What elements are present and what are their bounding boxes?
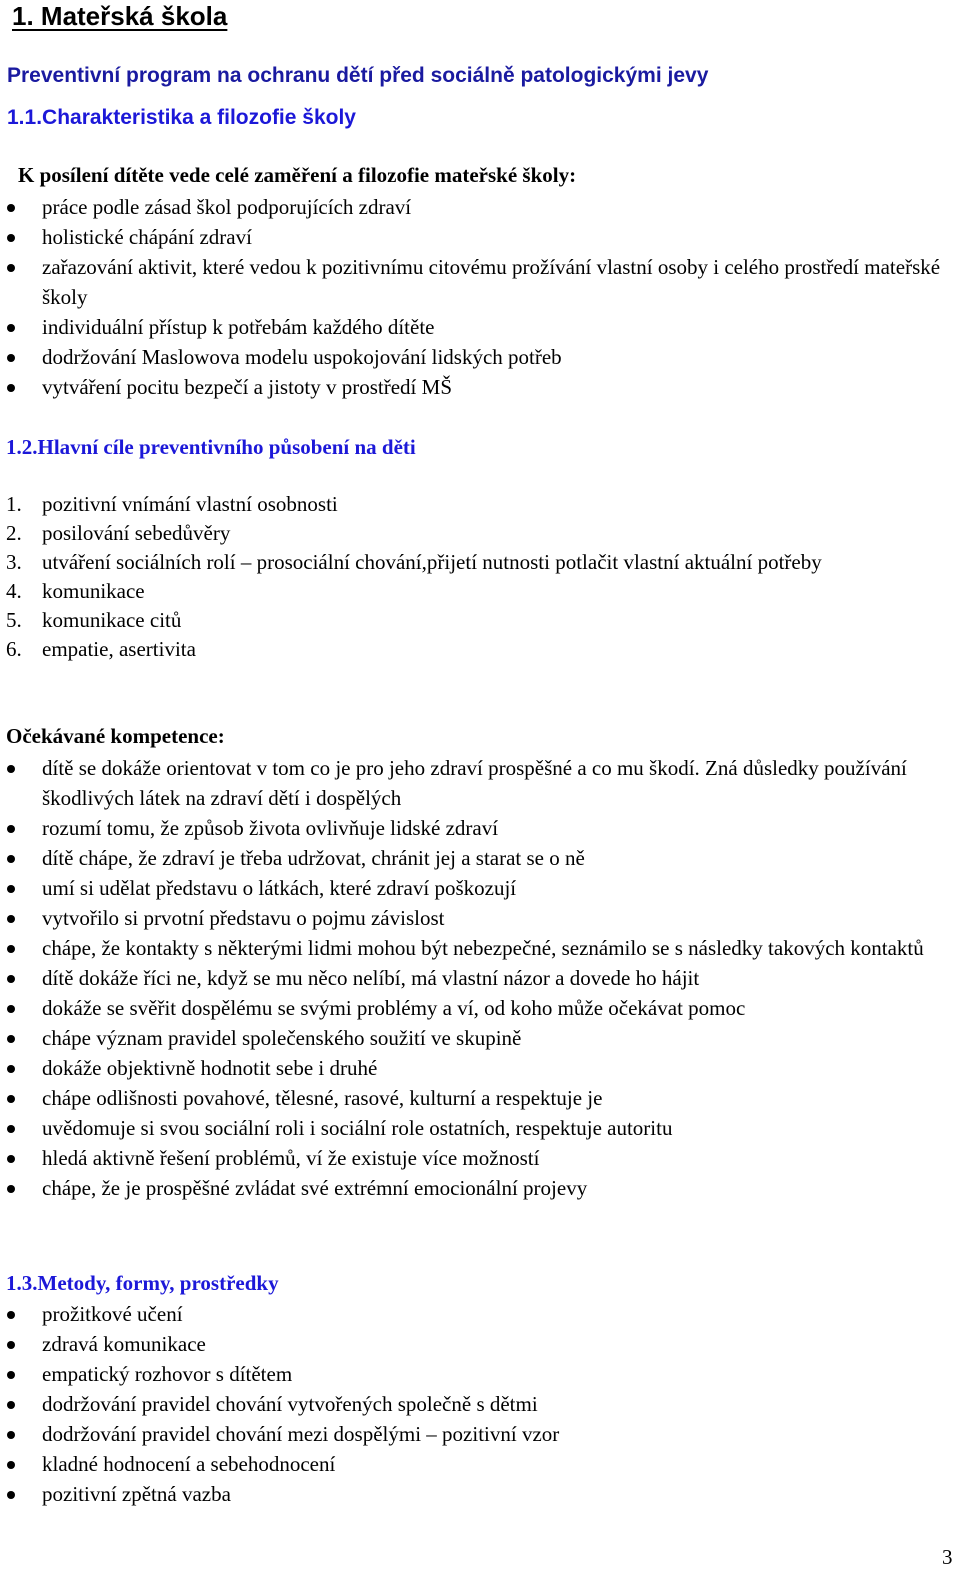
- bullet-icon: [7, 1125, 15, 1133]
- bullet-icon: [7, 204, 15, 212]
- bullet-icon: [7, 1491, 15, 1499]
- bullet-icon: [7, 1005, 15, 1013]
- item-number: 3.: [6, 550, 22, 574]
- list-item: hledá aktivně řešení problémů, ví že existuje více možností: [0, 1143, 942, 1173]
- bullet-icon: [7, 1035, 15, 1043]
- list-item: dodržování pravidel chování mezi dospělými – pozitivní vzor: [0, 1419, 942, 1449]
- list-item: 1. pozitivní vnímání vlastní osobnosti: [0, 490, 942, 519]
- list-item: dítě chápe, že zdraví je třeba udržovat, chránit jej a starat se o ně: [0, 843, 942, 873]
- list-item: holistické chápání zdraví: [0, 222, 942, 252]
- bullet-icon: [7, 855, 15, 863]
- bullet-icon: [7, 825, 15, 833]
- item-number: 5.: [6, 608, 22, 632]
- list-item: chápe odlišnosti povahové, tělesné, rasové, kulturní a respektuje je: [0, 1083, 942, 1113]
- bullet-icon: [7, 1311, 15, 1319]
- list-item: vytvořilo si prvotní představu o pojmu závislost: [0, 903, 942, 933]
- section-1-2-title: 1.2.Hlavní cíle preventivního působení na děti: [6, 435, 416, 459]
- list-item: 3. utváření sociálních rolí – prosociální chování,přijetí nutnosti potlačit vlastní aktuální potřeby: [0, 548, 942, 577]
- list-item: dodržování Maslowova modelu uspokojování lidských potřeb: [0, 342, 942, 372]
- bullet-icon: [7, 945, 15, 953]
- bullet-icon: [7, 234, 15, 242]
- bullet-icon: [7, 975, 15, 983]
- competences-title: Očekávané kompetence:: [6, 724, 225, 748]
- list-item: umí si udělat představu o látkách, které zdraví poškozují: [0, 873, 942, 903]
- section-1-1-intro: K posílení dítěte vede celé zaměření a filozofie mateřské školy:: [18, 163, 577, 187]
- bullet-icon: [7, 885, 15, 893]
- list-item: uvědomuje si svou sociální roli i sociální role ostatních, respektuje autoritu: [0, 1113, 942, 1143]
- item-number: 6.: [6, 637, 22, 661]
- competences-list: [0, 753, 942, 1203]
- list-item: zdravá komunikace: [0, 1329, 942, 1359]
- methods-list: [0, 1299, 942, 1509]
- list-item: chápe význam pravidel společenského soužití ve skupině: [0, 1023, 942, 1053]
- section-1-1-title: 1.1.Charakteristika a filozofie školy: [7, 106, 356, 129]
- list-item: empatický rozhovor s dítětem: [0, 1359, 942, 1389]
- list-item: práce podle zásad škol podporujících zdraví: [0, 192, 942, 222]
- list-item: chápe, že je prospěšné zvládat své extrémní emocionální projevy: [0, 1173, 942, 1203]
- bullet-icon: [7, 1431, 15, 1439]
- philosophy-list: [0, 192, 942, 402]
- item-number: 1.: [6, 492, 22, 516]
- list-item: dítě se dokáže orientovat v tom co je pro jeho zdraví prospěšné a co mu škodí. Zná důsledky používání škodlivých látek na zdraví dětí i dospělých: [0, 753, 942, 813]
- list-item: dokáže objektivně hodnotit sebe i druhé: [0, 1053, 942, 1083]
- bullet-icon: [7, 384, 15, 392]
- page-number: 3: [942, 1545, 953, 1569]
- list-item: rozumí tomu, že způsob života ovlivňuje lidské zdraví: [0, 813, 942, 843]
- list-item: 4. komunikace: [0, 577, 942, 606]
- bullet-icon: [7, 1095, 15, 1103]
- list-item: kladné hodnocení a sebehodnocení: [0, 1449, 942, 1479]
- list-item: chápe, že kontakty s některými lidmi mohou být nebezpečné, seznámilo se s následky takových kontaktů: [0, 933, 942, 963]
- bullet-icon: [7, 765, 15, 773]
- bullet-icon: [7, 264, 15, 272]
- page-heading: 1. Mateřská škola: [12, 1, 228, 31]
- bullet-icon: [7, 1401, 15, 1409]
- bullet-icon: [7, 1461, 15, 1469]
- section-1-3-title: 1.3.Metody, formy, prostředky: [6, 1271, 279, 1295]
- bullet-icon: [7, 354, 15, 362]
- list-item: dokáže se svěřit dospělému se svými problémy a ví, od koho může očekávat pomoc: [0, 993, 942, 1023]
- list-item: dítě dokáže říci ne, když se mu něco nelíbí, má vlastní názor a dovede ho hájit: [0, 963, 942, 993]
- item-number: 4.: [6, 579, 22, 603]
- list-item: dodržování pravidel chování vytvořených společně s dětmi: [0, 1389, 942, 1419]
- list-item: zařazování aktivit, které vedou k pozitivnímu citovému prožívání vlastní osoby i celého prostředí mateřské školy: [0, 252, 942, 312]
- list-item: individuální přístup k potřebám každého dítěte: [0, 312, 942, 342]
- goals-list: [0, 490, 942, 664]
- list-item: 5. komunikace citů: [0, 606, 942, 635]
- item-number: 2.: [6, 521, 22, 545]
- bullet-icon: [7, 1065, 15, 1073]
- list-item: 6. empatie, asertivita: [0, 635, 942, 664]
- bullet-icon: [7, 1341, 15, 1349]
- program-title: Preventivní program na ochranu dětí před sociálně patologickými jevy: [7, 64, 709, 87]
- bullet-icon: [7, 1185, 15, 1193]
- list-item: pozitivní zpětná vazba: [0, 1479, 942, 1509]
- list-item: prožitkové učení: [0, 1299, 942, 1329]
- list-item: vytváření pocitu bezpečí a jistoty v prostředí MŠ: [0, 372, 942, 402]
- bullet-icon: [7, 915, 15, 923]
- list-item: 2. posilování sebedůvěry: [0, 519, 942, 548]
- bullet-icon: [7, 324, 15, 332]
- bullet-icon: [7, 1155, 15, 1163]
- bullet-icon: [7, 1371, 15, 1379]
